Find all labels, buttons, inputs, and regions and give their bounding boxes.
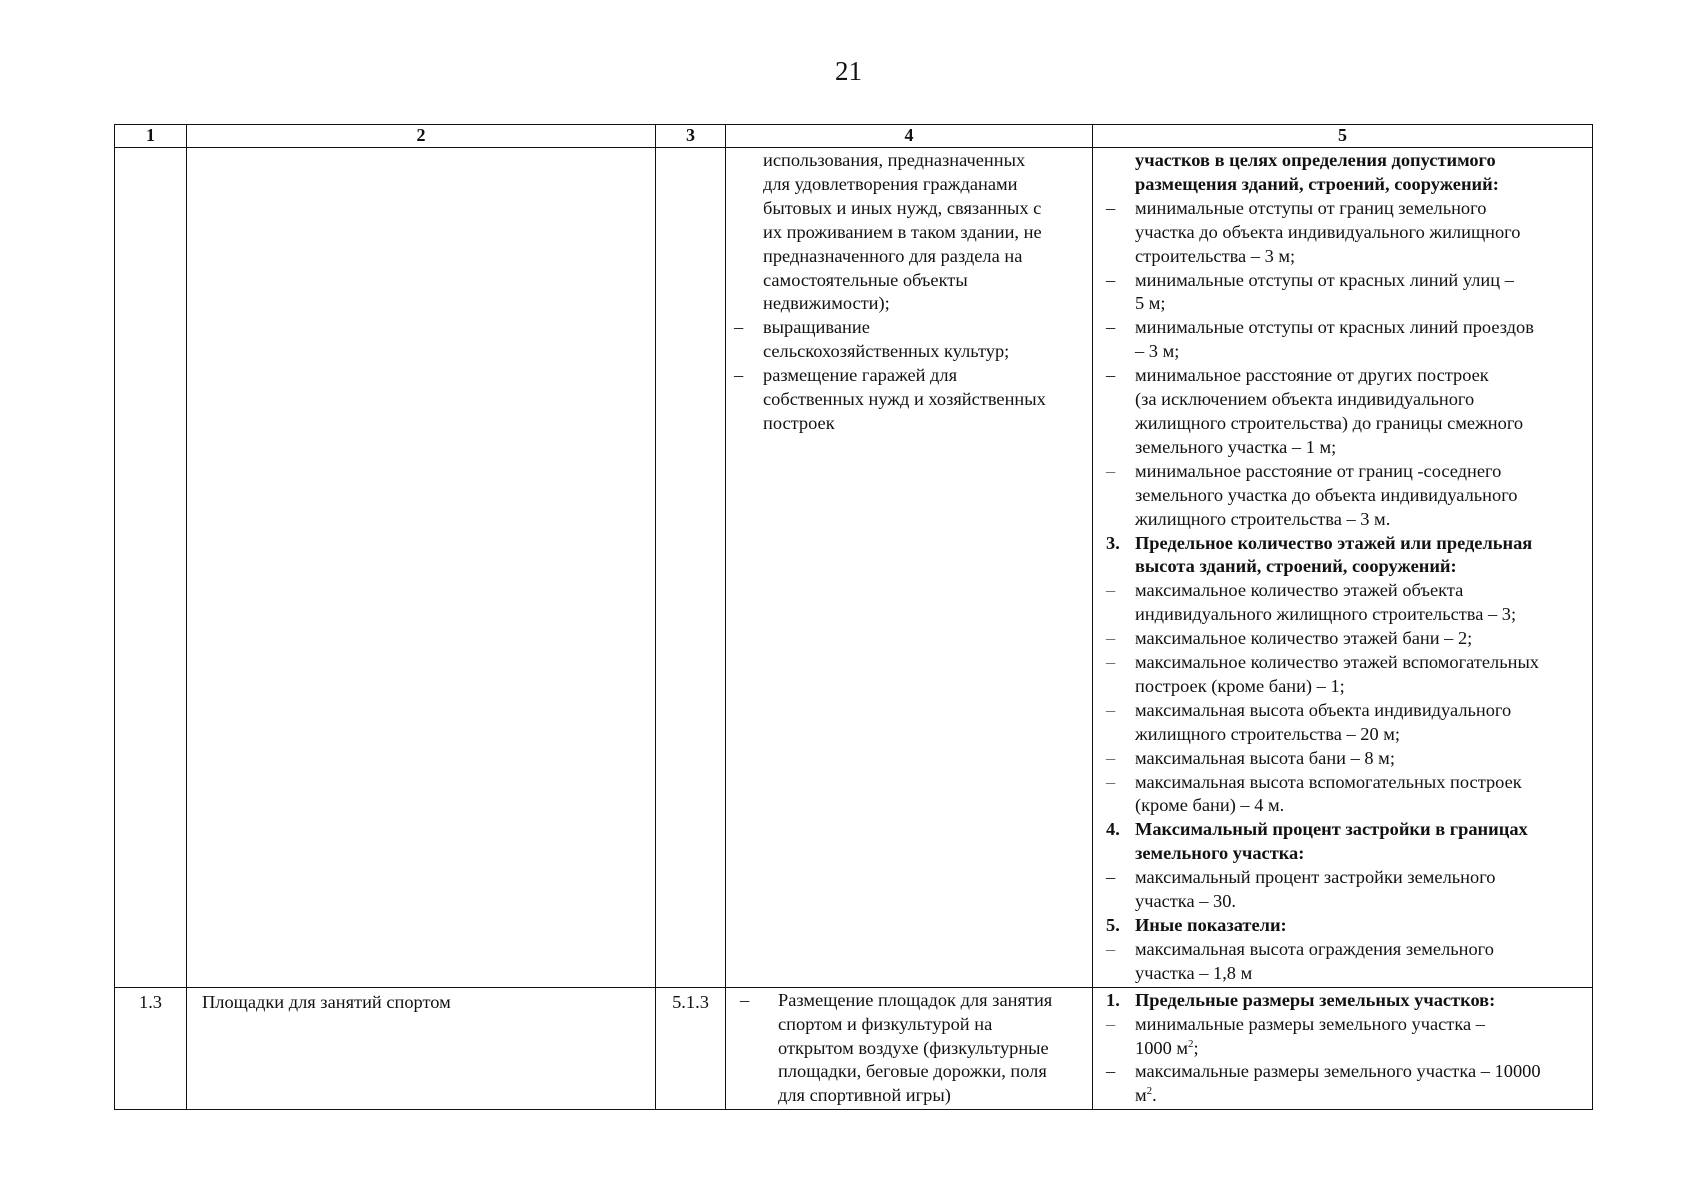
dash-marker: –: [1106, 580, 1116, 601]
list-item: [1106, 460, 1586, 532]
text-line: максимальное количество этажей объекта: [1135, 580, 1464, 601]
list-item: [1106, 197, 1586, 269]
superscript: 2: [1146, 1085, 1153, 1098]
list-item: [1106, 651, 1586, 699]
text-line: сельскохозяйственных культур;: [763, 341, 1010, 362]
section-number: 1.: [1106, 989, 1120, 1010]
text-line: Иные показатели:: [1135, 915, 1287, 935]
list-item: [734, 316, 1086, 364]
section-heading: [1106, 532, 1586, 580]
dash-marker: –: [1106, 771, 1116, 792]
section-heading: [1106, 914, 1586, 938]
regulations-table: [114, 124, 1593, 1110]
dash-marker: –: [1106, 938, 1116, 959]
text-line: высота зданий, строений, сооружений:: [1135, 556, 1457, 577]
value-text: м: [1135, 1085, 1147, 1106]
dash-marker: –: [1106, 460, 1116, 481]
text-line: их проживанием в таком здании, не: [763, 221, 1042, 242]
text-line: максимальная высота ограждения земельного: [1135, 938, 1494, 959]
text-line: минимальные отступы от красных линий проездов: [1135, 317, 1534, 338]
dash-marker: –: [1106, 1013, 1116, 1034]
header-col-3: 3: [656, 125, 726, 148]
text-line: собственных нужд и хозяйственных: [763, 389, 1046, 410]
text-line: жилищного строительства – 20 м;: [1135, 723, 1400, 744]
text-line: участков в целях определения допустимого: [1135, 150, 1496, 170]
list-item: [740, 989, 1086, 1109]
section-heading: [1106, 818, 1586, 866]
header-col-5: 5: [1093, 125, 1593, 148]
text-line: минимальное расстояние от границ -соседнего: [1135, 460, 1502, 481]
text-line: индивидуального жилищного строительства – 3;: [1135, 604, 1517, 625]
text-line: Предельное количество этажей или предельная: [1135, 532, 1533, 553]
text-line: бытовых и иных нужд, связанных с: [763, 197, 1042, 218]
dash-marker: –: [1106, 365, 1116, 386]
text-line: использования, предназначенных: [763, 150, 1026, 170]
text-line: минимальные отступы от границ земельного: [1135, 197, 1487, 218]
text-line: земельного участка:: [1135, 843, 1305, 864]
text-line: (кроме бани) – 4 м.: [1135, 795, 1285, 816]
row1-col3: [656, 148, 726, 988]
row1-parameters: [1093, 148, 1593, 988]
dash-marker: –: [734, 365, 744, 386]
list-item: [1106, 1060, 1586, 1108]
text-line: построек (кроме бани) – 1;: [1135, 675, 1345, 696]
text-line: участка – 30.: [1135, 891, 1237, 912]
text-line: Максимальный процент застройки в границах: [1135, 819, 1528, 840]
text-line: открытом воздухе (физкультурные: [778, 1037, 1049, 1058]
header-row: [115, 125, 1593, 148]
dash-marker: –: [1106, 317, 1116, 338]
text-line: предназначенного для раздела на: [763, 245, 1023, 266]
text-line: размещения зданий, строений, сооружений:: [1135, 173, 1499, 194]
dash-marker: –: [1106, 1061, 1116, 1082]
text-line: участка – 1,8 м: [1135, 962, 1253, 983]
list-item: [1106, 1013, 1586, 1061]
list-item: [1106, 747, 1586, 771]
text-line: спортом и физкультурой на: [778, 1013, 993, 1034]
row2-code: 5.1.3: [656, 987, 726, 1110]
row1-col2: [187, 148, 656, 988]
text-line: – 3 м;: [1135, 341, 1180, 362]
text-line: максимальные размеры земельного участка – 10000: [1135, 1061, 1541, 1082]
list-item: [1106, 866, 1586, 914]
text-line: максимальное количество этажей бани – 2;: [1135, 628, 1473, 649]
section-number: 3.: [1106, 532, 1120, 553]
section-number: 4.: [1106, 819, 1120, 840]
row2-parameters: [1093, 987, 1593, 1110]
page-number: 21: [835, 56, 862, 86]
header-col-2: 2: [187, 125, 656, 148]
dash-marker: –: [1106, 628, 1116, 649]
text-line: выращивание: [763, 317, 870, 338]
text-line: максимальная высота вспомогательных построек: [1135, 771, 1522, 792]
text-line: самостоятельные объекты: [763, 269, 968, 290]
dash-marker: –: [740, 989, 750, 1010]
dash-marker: –: [1106, 197, 1116, 218]
list-item: [1106, 699, 1586, 747]
dash-marker: –: [1106, 652, 1116, 673]
list-item: [1106, 364, 1586, 460]
dash-marker: –: [1106, 747, 1116, 768]
superscript: 2: [1188, 1037, 1194, 1050]
dash-marker: –: [1106, 699, 1116, 720]
text-line: (за исключением объекта индивидуального: [1135, 389, 1475, 410]
text-line: минимальное расстояние от других построек: [1135, 365, 1489, 386]
dash-marker: –: [1106, 269, 1116, 290]
text-line: Размещение площадок для занятия: [778, 989, 1053, 1010]
table-row: [115, 148, 1593, 988]
text-line: [1135, 1037, 1586, 1061]
section-number: 5.: [1106, 915, 1120, 935]
dash-marker: –: [1106, 867, 1116, 888]
text-line: максимальная высота объекта индивидуального: [1135, 699, 1512, 720]
row1-col1: [115, 148, 187, 988]
text-line: земельного участка до объекта индивидуального: [1135, 484, 1518, 505]
text-line: участка до объекта индивидуального жилищного: [1135, 221, 1521, 242]
text-line: размещение гаражей для: [763, 365, 958, 386]
row1-permitted-uses: [726, 148, 1093, 988]
text-line: 5 м;: [1135, 293, 1166, 314]
text-line: максимальное количество этажей вспомогательных: [1135, 652, 1540, 673]
text-line: максимальный процент застройки земельного: [1135, 867, 1496, 888]
list-item: [1106, 316, 1586, 364]
punctuation: .: [1152, 1085, 1157, 1106]
row2-number: 1.3: [115, 987, 187, 1110]
text-line: построек: [763, 412, 835, 433]
list-item: [1106, 938, 1586, 986]
text-line: [1135, 1084, 1586, 1108]
text-line: минимальные отступы от красных линий улиц –: [1135, 269, 1514, 290]
text-line: недвижимости);: [763, 293, 890, 314]
list-item: [1106, 269, 1586, 317]
header-col-1: 1: [115, 125, 187, 148]
text-line: строительства – 3 м;: [1135, 245, 1296, 266]
table-row: [115, 987, 1593, 1110]
header-col-4: 4: [726, 125, 1093, 148]
punctuation: ;: [1193, 1037, 1199, 1058]
dash-marker: –: [734, 317, 744, 338]
text-line: максимальная высота бани – 8 м;: [1135, 747, 1395, 768]
text-line: жилищного строительства) до границы смежного: [1135, 412, 1524, 433]
row2-use-name: Площадки для занятий спортом: [187, 987, 656, 1110]
value-text: 1000 м: [1135, 1037, 1189, 1058]
text-line: для спортивной игры): [778, 1085, 951, 1106]
text-line: для удовлетворения гражданами: [763, 173, 1018, 194]
row2-description: [726, 987, 1093, 1110]
list-item: [1106, 579, 1586, 627]
list-item: [1106, 627, 1586, 651]
section-heading: [1106, 989, 1586, 1013]
text-line: площадки, беговые дорожки, поля: [778, 1061, 1047, 1082]
list-item: [734, 364, 1086, 436]
text-line: минимальные размеры земельного участка –: [1135, 1013, 1485, 1034]
text-line: земельного участка – 1 м;: [1135, 436, 1337, 457]
text-line: Предельные размеры земельных участков:: [1135, 989, 1496, 1010]
text-line: жилищного строительства – 3 м.: [1135, 508, 1391, 529]
list-item: [1106, 771, 1586, 819]
